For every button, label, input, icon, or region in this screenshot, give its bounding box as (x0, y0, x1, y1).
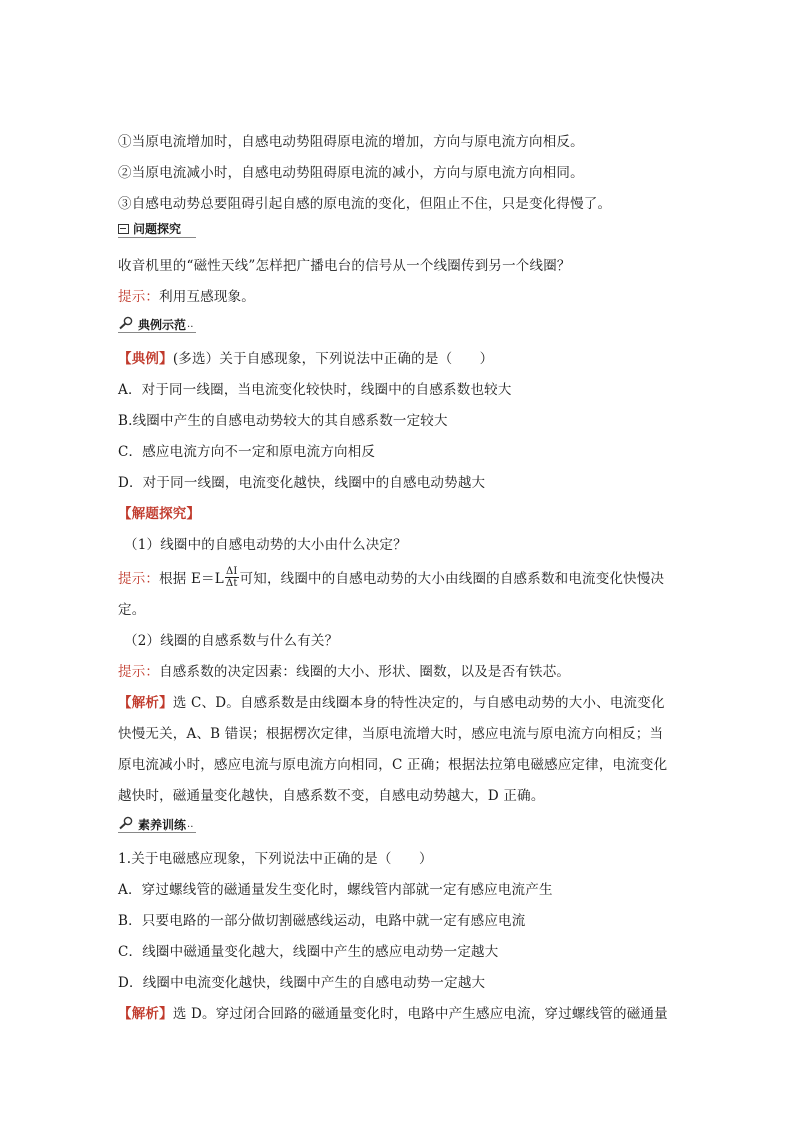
training-option-a: A．穿过螺线管的磁通量发生变化时，螺线管内部就一定有感应电流产生 (118, 882, 553, 898)
problem-question: 收音机里的“磁性天线”怎样把广播电台的信号从一个线圈传到另一个线圈？ (118, 258, 571, 274)
analysis-line-4: 越快时，磁通量变化越快，自感系数不变，自感电动势越大，D 正确。 (118, 788, 545, 804)
analysis-line-3: 原电流减小时，感应电流与原电流方向相同，C 正确；根据法拉第电磁感应定律，电流变化 (118, 757, 668, 773)
point-2: ②当原电流减小时，自感电动势阻碍原电流的减小，方向与原电流方向相同。 (118, 165, 584, 181)
problem-hint: 提示：利用互感现象。 (118, 289, 256, 305)
explore-question-2: （2）线圈的自感系数与什么有关？ (124, 633, 339, 649)
analysis-line-1: 【解析】选 C、D。自感系数是由线圈本身的特性决定的，与自感电动势的大小、电流变化 (118, 695, 665, 711)
example-stem: 【典例】(多选）关于自感现象，下列说法中正确的是（ ） (118, 351, 494, 367)
example-option-a: A．对于同一线圈，当电流变化较快时，线圈中的自感系数也较大 (118, 382, 512, 398)
point-1: ①当原电流增加时，自感电动势阻碍原电流的增加，方向与原电流方向相反。 (118, 134, 584, 150)
training-heading: 素养训练 .. (118, 816, 193, 834)
explore-question-1: （1）线圈中的自感电动势的大小由什么决定？ (124, 537, 407, 553)
heading-underline (118, 832, 196, 833)
analysis-line-2: 快慢无关，A、B 错误；根据楞次定律，当原电流增大时，感应电流与原电流方向相反；当 (118, 726, 664, 742)
explore-hint-1: 提示：根据 E＝L $\frac{\Delta I}{\Delta t}$ 可知，线圈中的自感电动势的大小由线圈的自感系数和电流变化快慢决 (118, 566, 665, 589)
explore-hint-1-cont: 定。 (118, 602, 146, 618)
example-option-c: C．感应电流方向不一定和原电流方向相反 (118, 444, 376, 460)
training-option-c: C．线圈中磁通量变化越大，线圈中产生的感应电动势一定越大 (118, 944, 499, 960)
problem-explore-heading: 问题探究 (118, 221, 181, 237)
training-option-b: B．只要电路的一部分做切割磁感线运动，电路中就一定有感应电流 (118, 913, 526, 929)
box-icon (118, 224, 129, 234)
explore-hint-2: 提示：自感系数的决定因素：线圈的大小、形状、圈数，以及是否有铁芯。 (118, 664, 571, 680)
training-analysis: 【解析】选 D。穿过闭合回路的磁通量变化时，电路中产生感应电流，穿过螺线管的磁通量 (118, 1006, 668, 1022)
heading-underline (118, 332, 196, 333)
heading-underline (118, 237, 196, 238)
training-option-d: D．线圈中电流变化越快，线圈中产生的自感电动势一定越大 (118, 975, 486, 991)
point-3: ③自感电动势总要阻碍引起自感的原电流的变化，但阻止不住，只是变化得慢了。 (118, 196, 612, 212)
explore-tag: 【解题探究】 (118, 506, 201, 522)
example-option-d: D．对于同一线圈，电流变化越快，线圈中的自感电动势越大 (118, 475, 486, 491)
example-heading: 典例示范 .. (118, 316, 193, 334)
training-stem: 1.关于电磁感应现象，下列说法中正确的是（ ） (118, 851, 433, 867)
example-option-b: B.线圈中产生的自感电动势较大的其自感系数一定较大 (118, 413, 448, 429)
fraction: $\frac{\Delta I}{\Delta t}$ (225, 566, 238, 589)
